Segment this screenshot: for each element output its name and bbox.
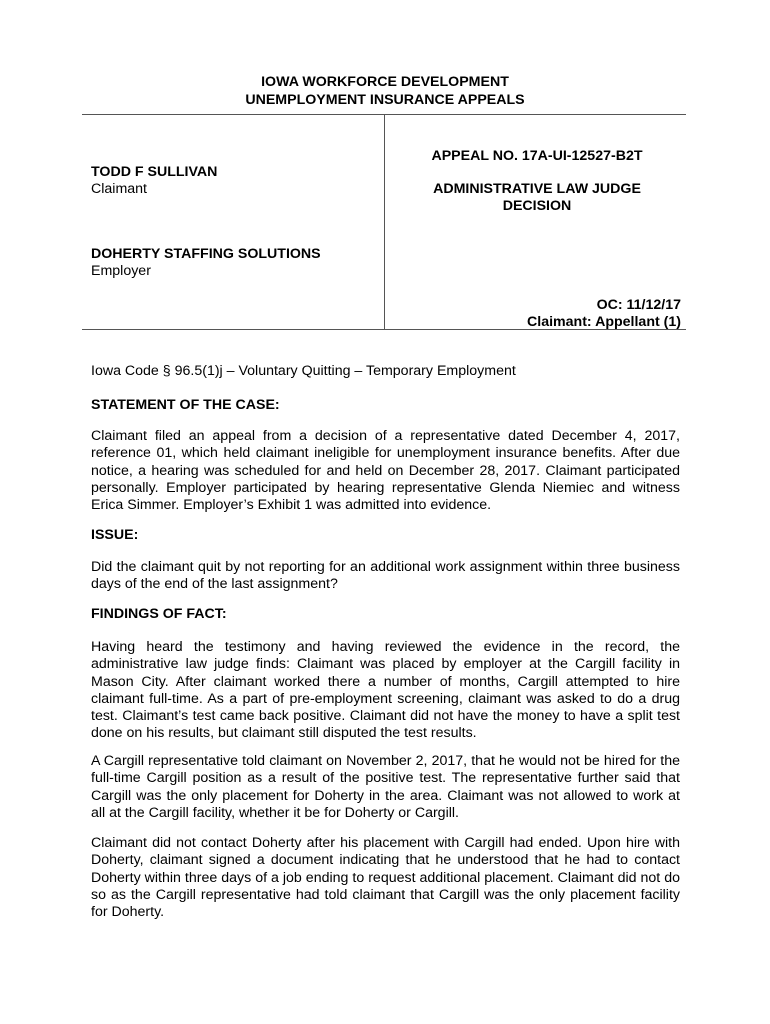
division-title: UNEMPLOYMENT INSURANCE APPEALS [245, 92, 525, 108]
employer-role: Employer [91, 263, 151, 279]
decision-title-line1: ADMINISTRATIVE LAW JUDGE [433, 181, 641, 197]
findings-paragraph-2: A Cargill representative told claimant on November 2, 2017, that he would not be hired for the full-time Cargill position as a result of the positive test. The representative further said that Cargill was the only placement for Doherty in the area. Claimant was not allowed to work at all at the Cargill facility, whether it be for Doherty or Cargill. [91, 753, 680, 821]
caption-divider [384, 114, 385, 329]
findings-paragraph-1: Having heard the testimony and having reviewed the evidence in the record, the administrative law judge finds: Claimant was placed by employer at the Cargill facility in Mason City. After claimant worked there a number of months, Cargill attempted to hire claimant full-time. As a part of pre-employment screening, claimant was asked to do a drug test. Claimant’s test came back positive. Claimant did not have the money to have a split test done on his results, but claimant still disputed the test results. [91, 639, 680, 742]
issue-text: Did the claimant quit by not reporting for an additional work assignment within three business days of the end of the last assignment? [91, 559, 680, 593]
appeal-number: APPEAL NO. 17A-UI-12527-B2T [431, 148, 643, 164]
findings-paragraph-3: Claimant did not contact Doherty after his placement with Cargill had ended. Upon hire with Doherty, claimant signed a document indicating that he understood that he had to contact Doherty within three days of a job ending to request additional placement. Claimant did not do so as the Cargill representative had told claimant that Cargill was the only placement facility for Doherty. [91, 835, 680, 921]
oc-date: OC: 11/12/17 [596, 297, 681, 313]
claimant-name: TODD F SULLIVAN [91, 164, 218, 180]
issue-heading: ISSUE: [91, 527, 139, 543]
code-citation: Iowa Code § 96.5(1)j – Voluntary Quitting – Temporary Employment [91, 363, 516, 379]
claimant-status: Claimant: Appellant (1) [527, 314, 681, 330]
decision-title-line2: DECISION [502, 198, 572, 214]
statement-heading: STATEMENT OF THE CASE: [91, 397, 280, 413]
claimant-role: Claimant [91, 181, 147, 197]
agency-title: IOWA WORKFORCE DEVELOPMENT [261, 74, 509, 90]
findings-heading: FINDINGS OF FACT: [91, 606, 227, 622]
statement-text: Claimant filed an appeal from a decision of a representative dated December 4, 2017, reference 01, which held claimant ineligible for unemployment insurance benefits. After due notice, a hearing was scheduled for and held on December 28, 2017. Claimant participated personally. Employer participated by hearing representative Glenda Niemiec and witness Erica Simmer. Employer’s Exhibit 1 was admitted into evidence. [91, 428, 680, 514]
employer-name: DOHERTY STAFFING SOLUTIONS [91, 246, 321, 262]
